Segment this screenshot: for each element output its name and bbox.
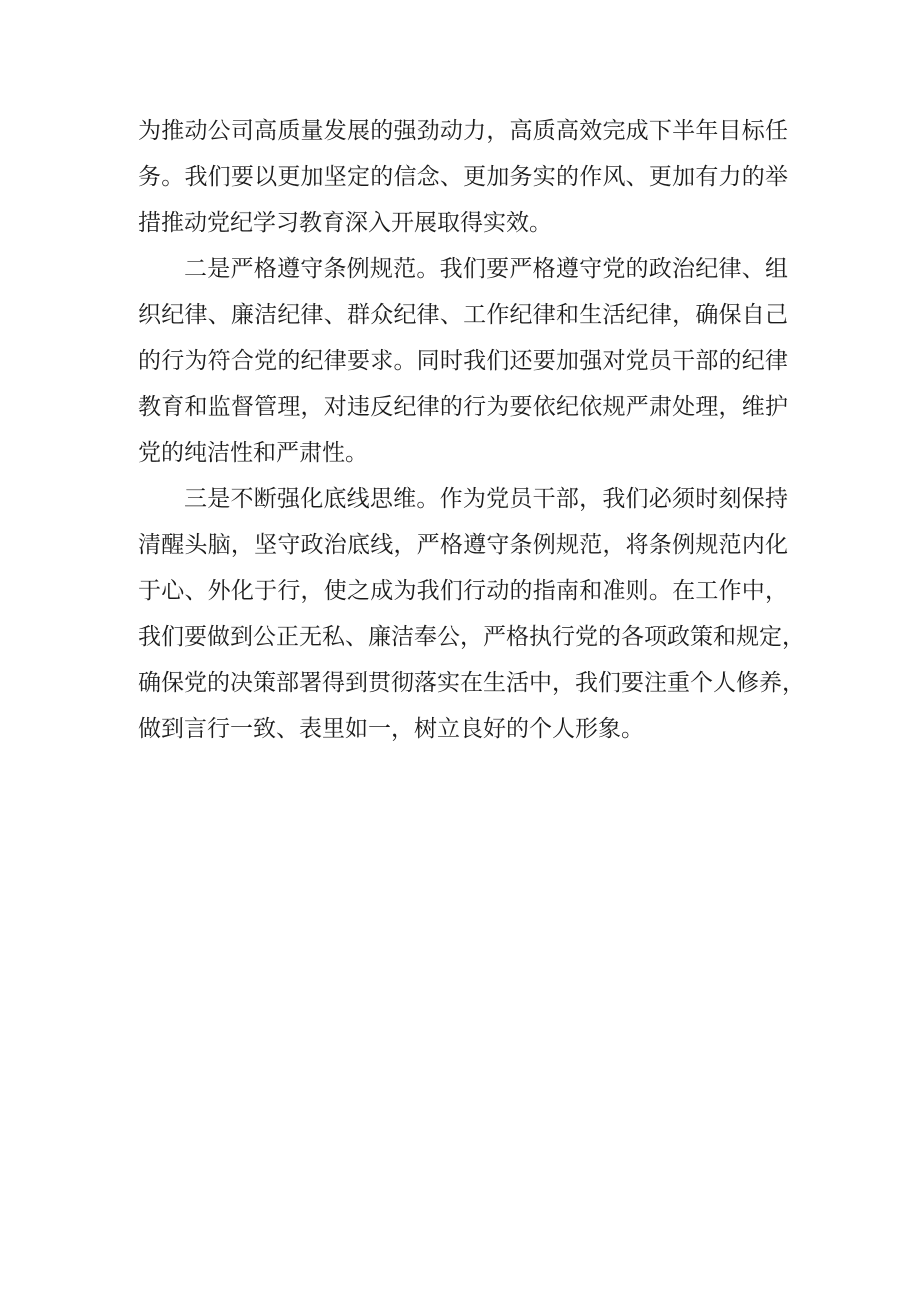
text-line: 为推动公司高质量发展的强劲动力，高质高效完成下半年目标任 xyxy=(138,118,788,144)
text-line: 做到言行一致、表里如一，树立良好的个人形象。 xyxy=(138,716,644,742)
text-line: 清醒头脑，坚守政治底线，严格遵守条例规范，将条例规范内化 xyxy=(138,532,788,558)
text-line: 教育和监督管理，对违反纪律的行为要依纪依规严肃处理，维护 xyxy=(138,394,788,420)
text-line: 织纪律、廉洁纪律、群众纪律、工作纪律和生活纪律，确保自己 xyxy=(138,302,788,328)
text-line: 的行为符合党的纪律要求。同时我们还要加强对党员干部的纪律 xyxy=(138,348,788,374)
document-body xyxy=(138,108,805,752)
paragraph-two-heading-line: 二是严格遵守条例规范。我们要严格遵守党的政治纪律、组 xyxy=(184,256,788,282)
text-line: 务。我们要以更加坚定的信念、更加务实的作风、更加有力的举 xyxy=(138,164,788,190)
text-line: 确保党的决策部署得到贯彻落实在生活中，我们要注重个人修养， xyxy=(138,670,805,696)
text-line: 我们要做到公正无私、廉洁奉公，严格执行党的各项政策和规定， xyxy=(138,624,805,650)
text-line: 措推动党纪学习教育深入开展取得实效。 xyxy=(138,210,552,236)
text-line: 党的纯洁性和严肃性。 xyxy=(138,440,368,466)
text-line: 于心、外化于行，使之成为我们行动的指南和准则。在工作中， xyxy=(138,578,788,604)
paragraph-three-heading-line: 三是不断强化底线思维。作为党员干部，我们必须时刻保持 xyxy=(184,486,788,512)
